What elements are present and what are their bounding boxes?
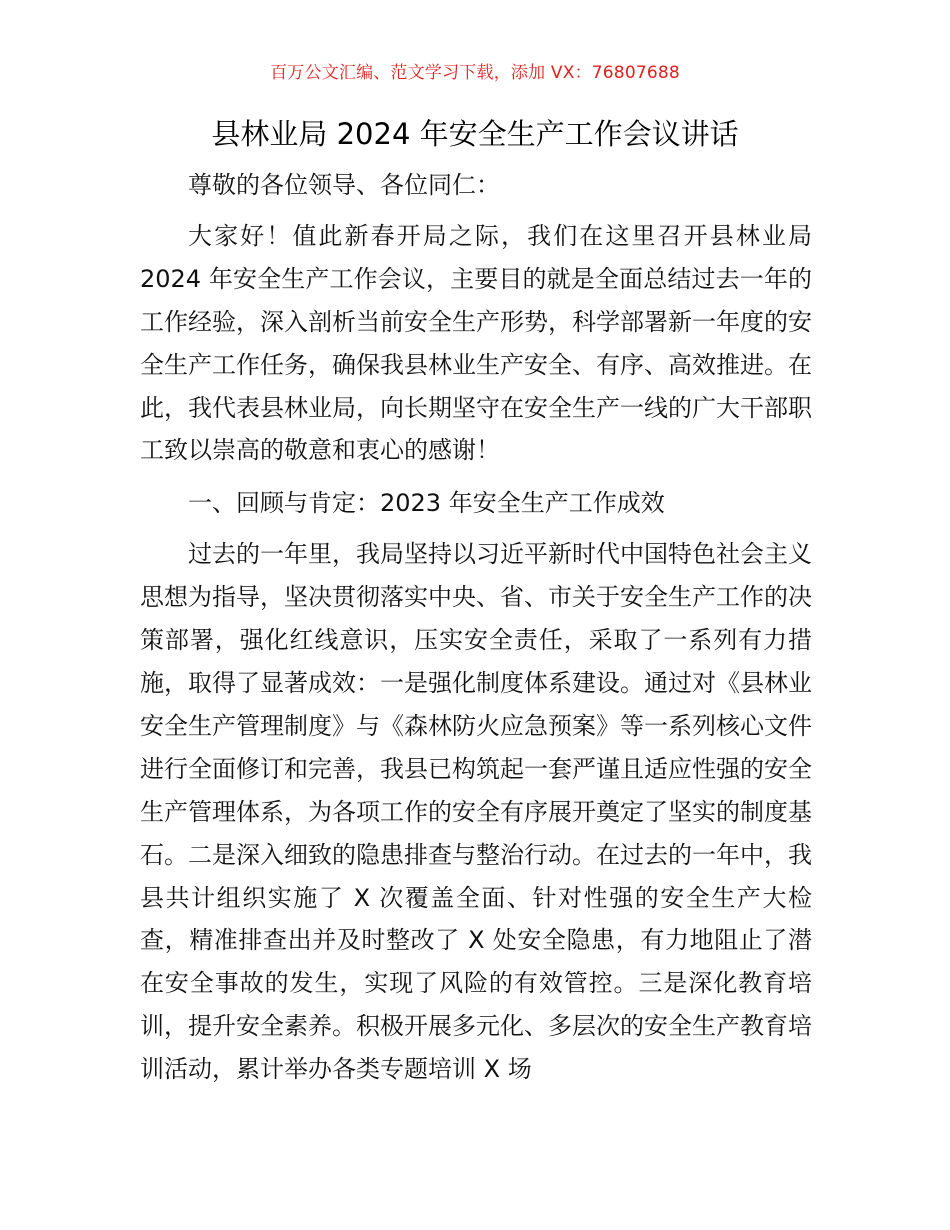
paragraph-opening: 大家好！值此新春开局之际，我们在这里召开县林业局 2024 年安全生产工作会议，主要目的就是全面总结过去一年的工作经验，深入剖析当前安全生产形势，科学部署新一年度的安全生产工作任务，确保我县林业生产安全、有序、高效推进。在此，我代表县林业局，向长期坚守在安全生产一线的广大干部职工致以崇高的敬意和衷心的感谢！: [140, 221, 812, 465]
header-banner: 百万公文汇编、范文学习下载，添加 VX：76807688: [270, 63, 680, 83]
document-title: 县林业局 2024 年安全生产工作会议讲话: [211, 117, 739, 151]
section-heading: 一、回顾与肯定：2023 年安全生产工作成效: [188, 489, 665, 518]
salutation: 尊敬的各位领导、各位同仁：: [188, 171, 500, 199]
paragraph-review: 过去的一年里，我局坚持以习近平新时代中国特色社会主义思想为指导，坚决贯彻落实中央、省、市关于安全生产工作的决策部署，强化红线意识，压实安全责任，采取了一系列有力措施，取得了显著成效：一是强化制度体系建设。通过对《县林业安全生产管理制度》与《森林防火应急预案》等一系列核心文件进行全面修订和完善，我县已构筑起一套严谨且适应性强的安全生产管理体系，为各项工作的安全有序展开奠定了坚实的制度基石。二是深入细致的隐患排查与整治行动。在过去的一年中，我县共计组织实施了 X 次覆盖全面、针对性强的安全生产大检查，精准排查出并及时整改了 X 处安全隐患，有力地阻止了潜在安全事故的发生，实现了风险的有效管控。三是深化教育培训，提升安全素养。积极开展多元化、多层次的安全生产教育培训活动，累计举办各类专题培训 X 场: [140, 540, 812, 1084]
document-body: [140, 164, 812, 1101]
